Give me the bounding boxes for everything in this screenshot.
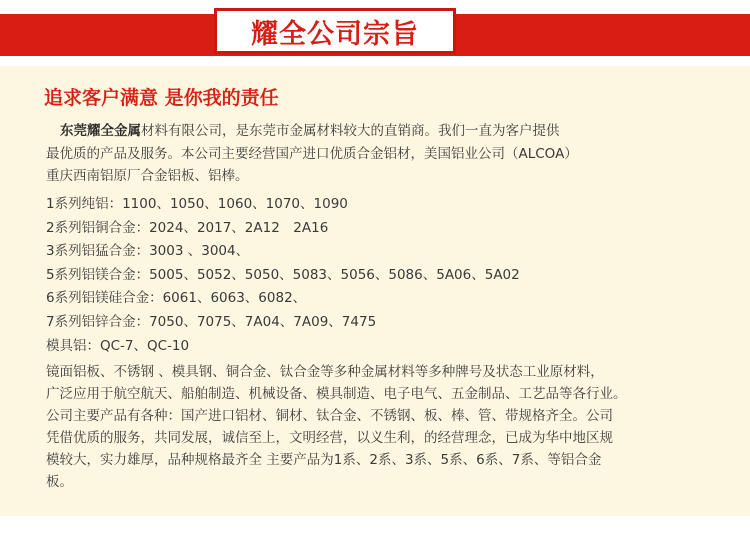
series-item: 5系列铝镁合金：5005、5052、5050、5083、5056、5086、5A06、5A02 <box>46 266 520 283</box>
intro-line: 最优质的产品及服务。本公司主要经营国产进口优质合金铝材，美国铝业公司（ALCOA） <box>46 145 578 162</box>
headline: 追求客户满意 是你我的责任 <box>44 87 279 109</box>
series-item: 6系列铝镁硅合金：6061、6063、6082、 <box>46 290 307 307</box>
description-line: 凭借优质的服务，共同发展，诚信至上，文明经营，以义生利，的经营理念，已成为华中地区规 <box>46 430 613 446</box>
series-item: 7系列铝锌合金：7050、7075、7A04、7A09、7475 <box>46 313 377 330</box>
series-item: 3系列铝猛合金：3003 、3004、 <box>46 243 250 260</box>
banner-title-box <box>214 8 456 54</box>
intro-line-1-text: 材料有限公司，是东莞市金属材料较大的直销商。我们一直为客户提供 <box>141 123 560 139</box>
series-item: 2系列铝铜合金：2024、2017、2A12 2A16 <box>46 219 329 236</box>
description-line: 模较大，实力雄厚，品种规格最齐全 主要产品为1系、2系、3系、5系、6系、7系、等铝合金 <box>46 452 602 468</box>
banner-title: 耀全公司宗旨 <box>251 18 419 50</box>
intro-line <box>46 120 726 143</box>
intro-line: 重庆西南铝原厂合金铝板、铝棒。 <box>46 168 249 184</box>
company-name: 东莞耀全金属 <box>60 123 141 139</box>
series-item: 模具铝：QC-7、QC-10 <box>46 337 190 354</box>
series-item: 1系列纯铝：1100、1050、1060、1070、1090 <box>46 196 348 212</box>
description-line: 镜面铝板、不锈钢 、模具钢、铜合金、钛合金等多种金属材料等多种牌号及状态工业原材料， <box>46 364 604 380</box>
description-line: 广泛应用于航空航天、船舶制造、机械设备、模具制造、电子电气、五金制品、工艺品等各行业。 <box>46 386 627 402</box>
intro-paragraph <box>46 120 726 188</box>
description-line: 板。 <box>46 474 73 490</box>
description-paragraph <box>46 361 736 493</box>
description-line: 公司主要产品有各种：国产进口铝材、铜材、钛合金、不锈钢、板、棒、管、带规格齐全。公司 <box>46 408 613 424</box>
content-panel <box>0 66 750 516</box>
series-list <box>46 193 726 358</box>
